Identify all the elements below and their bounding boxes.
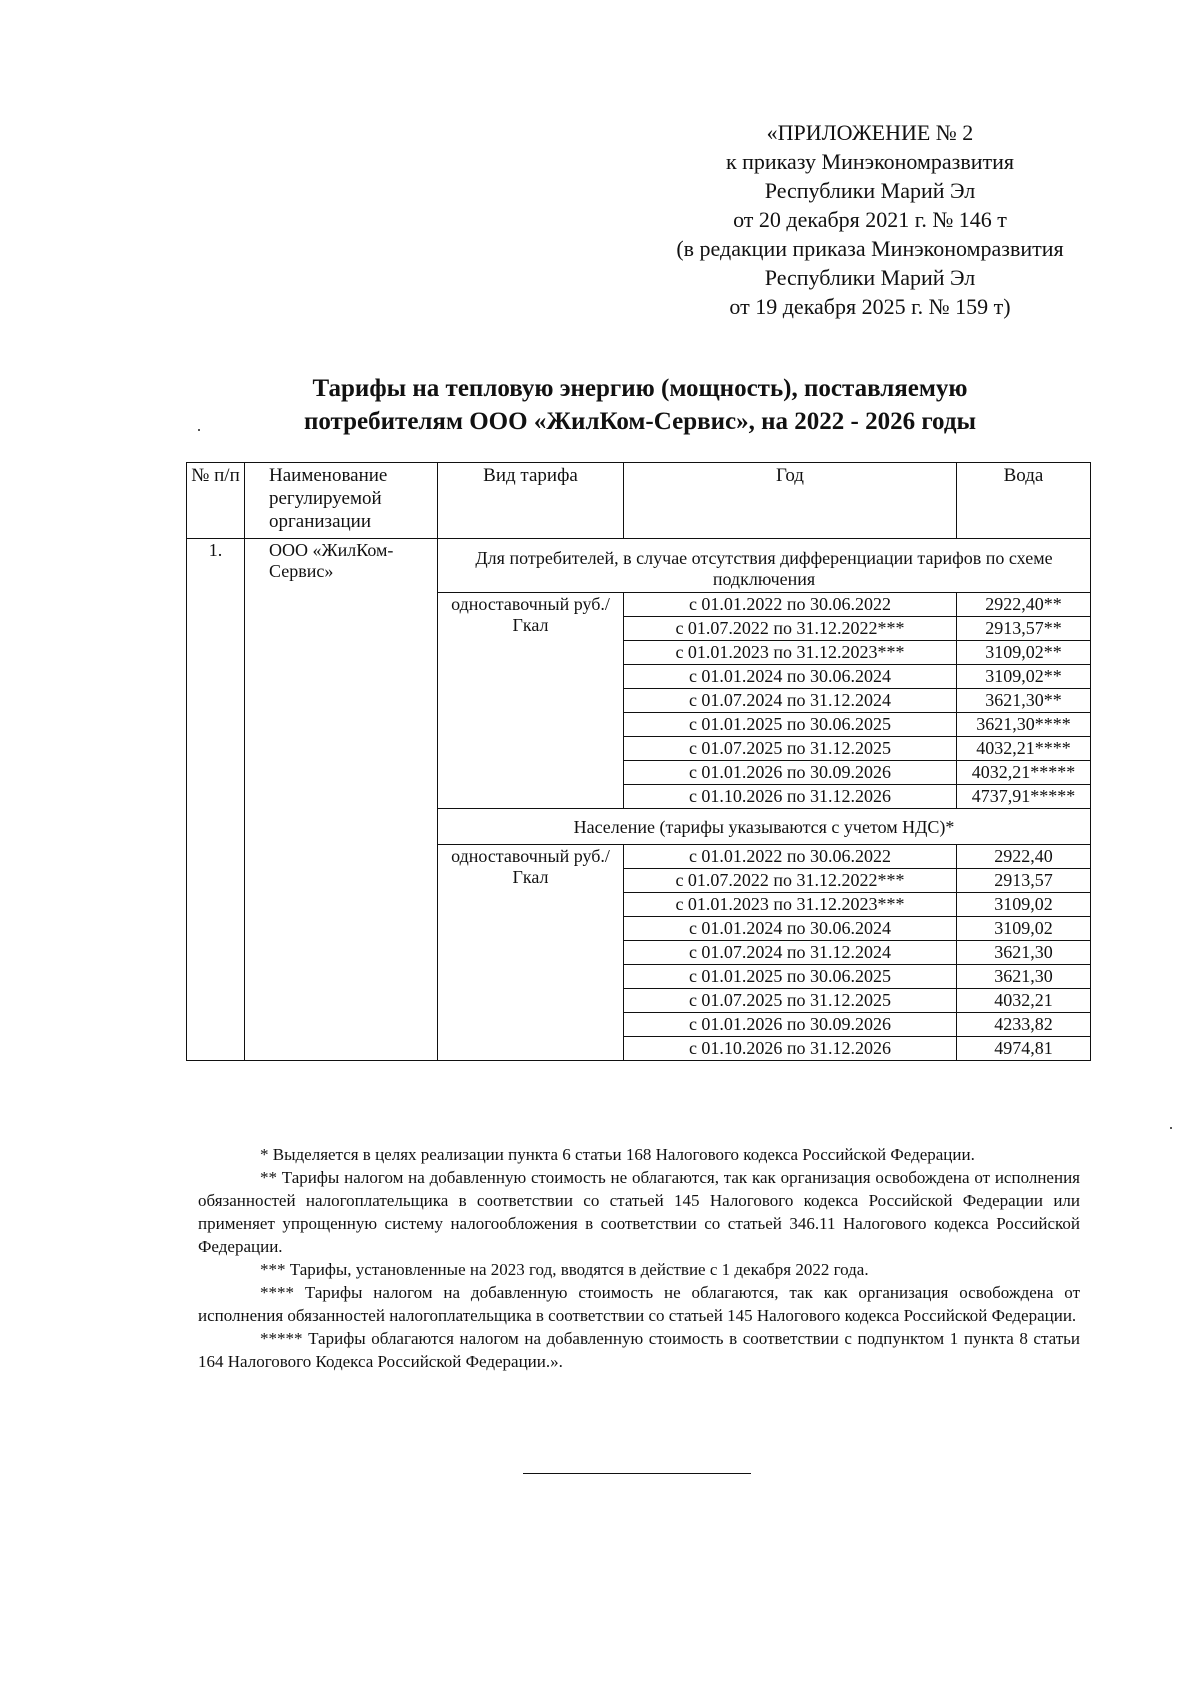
tariff-value: 4032,21***** [957, 761, 1091, 785]
annex-line: Республики Марий Эл [764, 265, 976, 290]
tariff-period: с 01.07.2024 по 31.12.2024 [624, 689, 957, 713]
annex-header [620, 118, 1120, 321]
tariff-period: с 01.07.2025 по 31.12.2025 [624, 737, 957, 761]
row-number: 1. [187, 539, 245, 1061]
tariff-period: с 01.01.2026 по 30.09.2026 [624, 761, 957, 785]
tariff-value: 4737,91***** [957, 785, 1091, 809]
tariff-period: с 01.01.2024 по 30.06.2024 [624, 917, 957, 941]
header-water: Вода [957, 463, 1091, 539]
group-heading-row [187, 539, 1091, 593]
group-heading: Население (тарифы указываются с учетом НДС)* [438, 809, 1091, 845]
group-heading: Для потребителей, в случае отсутствия дифференциации тарифов по схеме подключения [438, 539, 1091, 593]
tariff-type: одноставочный руб./Гкал [438, 593, 624, 809]
tariff-period: с 01.01.2025 по 30.06.2025 [624, 965, 957, 989]
footnotes [198, 1143, 1080, 1373]
tariff-type: одноставочный руб./Гкал [438, 845, 624, 1061]
header-num: № п/п [187, 463, 245, 539]
annex-line: от 19 декабря 2025 г. № 159 т) [729, 294, 1011, 319]
tariff-value: 3109,02** [957, 641, 1091, 665]
footnote: * Выделяется в целях реализации пункта 6 статьи 168 Налогового кодекса Российской Федерации. [260, 1145, 975, 1164]
tariff-table [186, 462, 1091, 1061]
tariff-value: 2922,40** [957, 593, 1091, 617]
footnote: ***** Тарифы облагаются налогом на добавленную стоимость в соответствии с подпунктом 1 пункта 8 статьи 164 Налогового Кодекса Российской Федерации.». [198, 1329, 1080, 1371]
tariff-value: 3109,02 [957, 917, 1091, 941]
annex-line: к приказу Минэкономразвития [725, 149, 1015, 174]
footnote: **** Тарифы налогом на добавленную стоимость не облагаются, так как организация освобождена от исполнения обязанностей налогоплательщика в соответствии со статьей 145 Налогового кодекса Российской Федерации. [198, 1283, 1080, 1325]
table-header-row [187, 463, 1091, 539]
header-year: Год [624, 463, 957, 539]
tariff-value: 3621,30 [957, 965, 1091, 989]
tariff-value: 4032,21**** [957, 737, 1091, 761]
scan-speck [198, 429, 200, 431]
tariff-value: 3621,30** [957, 689, 1091, 713]
scan-speck [1170, 1127, 1172, 1129]
annex-line: (в редакции приказа Минэкономразвития [676, 236, 1064, 261]
organization-name: ООО «ЖилКом-Сервис» [245, 539, 438, 1061]
tariff-period: с 01.07.2022 по 31.12.2022*** [624, 617, 957, 641]
tariff-period: с 01.01.2024 по 30.06.2024 [624, 665, 957, 689]
header-org: Наименование регулируемой организации [245, 463, 438, 539]
tariff-period: с 01.07.2024 по 31.12.2024 [624, 941, 957, 965]
tariff-period: с 01.07.2022 по 31.12.2022*** [624, 869, 957, 893]
tariff-value: 4233,82 [957, 1013, 1091, 1037]
tariff-value: 4032,21 [957, 989, 1091, 1013]
tariff-period: с 01.10.2026 по 31.12.2026 [624, 1037, 957, 1061]
footnote: ** Тарифы налогом на добавленную стоимость не облагаются, так как организация освобождена от исполнения обязанностей налогоплательщика в соответствии со статьей 145 Налогового кодекса Российской Федерации или применяет упрощенную систему налогообложения в соответствии со статьей 346.11 Налогового кодекса Российской Федерации. [198, 1168, 1080, 1256]
document-title [180, 372, 1100, 438]
tariff-period: с 01.01.2022 по 30.06.2022 [624, 845, 957, 869]
tariff-value: 4974,81 [957, 1037, 1091, 1061]
title-line-1: Тарифы на тепловую энергию (мощность), поставляемую [312, 375, 968, 402]
tariff-period: с 01.01.2025 по 30.06.2025 [624, 713, 957, 737]
tariff-period: с 01.10.2026 по 31.12.2026 [624, 785, 957, 809]
tariff-value: 3109,02** [957, 665, 1091, 689]
annex-line: «ПРИЛОЖЕНИЕ № 2 [766, 120, 974, 145]
tariff-period: с 01.01.2026 по 30.09.2026 [624, 1013, 957, 1037]
footnote: *** Тарифы, установленные на 2023 год, вводятся в действие с 1 декабря 2022 года. [260, 1260, 869, 1279]
tariff-value: 3109,02 [957, 893, 1091, 917]
tariff-period: с 01.01.2023 по 31.12.2023*** [624, 641, 957, 665]
annex-line: от 20 декабря 2021 г. № 146 т [733, 207, 1007, 232]
tariff-period: с 01.01.2022 по 30.06.2022 [624, 593, 957, 617]
closing-divider [523, 1473, 751, 1474]
tariff-value: 2922,40 [957, 845, 1091, 869]
tariff-period: с 01.01.2023 по 31.12.2023*** [624, 893, 957, 917]
title-line-2: потребителям ООО «ЖилКом-Сервис», на 2022 - 2026 годы [303, 408, 977, 435]
annex-line: Республики Марий Эл [764, 178, 976, 203]
header-type: Вид тарифа [438, 463, 624, 539]
tariff-value: 2913,57** [957, 617, 1091, 641]
tariff-period: с 01.07.2025 по 31.12.2025 [624, 989, 957, 1013]
tariff-value: 2913,57 [957, 869, 1091, 893]
tariff-value: 3621,30**** [957, 713, 1091, 737]
tariff-value: 3621,30 [957, 941, 1091, 965]
